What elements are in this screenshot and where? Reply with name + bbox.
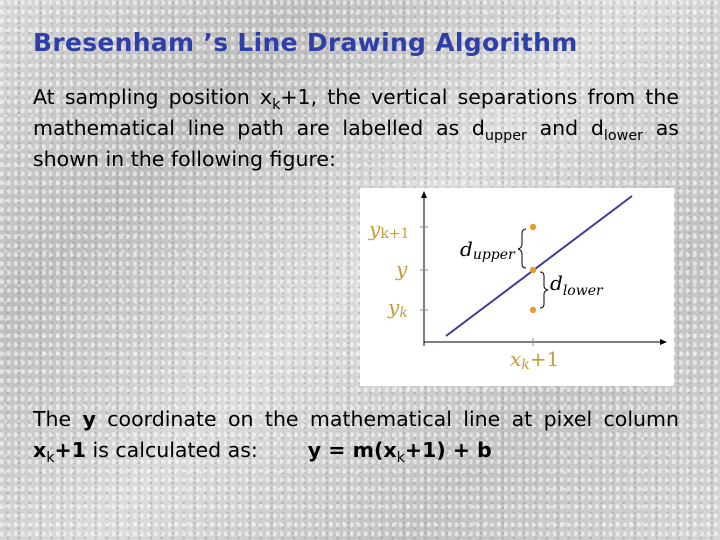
intro-text-1: At sampling position x (33, 85, 273, 109)
intro-text-4: as shown in the following figure: (33, 116, 679, 171)
formula-text-2: coordinate on the mathematical line at pixel column (95, 407, 679, 431)
equation-part-b: +1) + b (404, 438, 492, 462)
label-yk: yk (388, 295, 408, 321)
formula-text-3: is calculated as: (86, 438, 258, 462)
label-y: y (396, 257, 408, 281)
formula-sub-k: k (46, 450, 55, 467)
dlower-brace (540, 272, 548, 308)
formula-text-1: The (33, 407, 83, 431)
equation-part-a: y = m(x (307, 438, 397, 462)
bresenham-figure (360, 188, 674, 386)
intro-sub-lower: lower (603, 128, 644, 145)
label-ykp1: yk+1 (369, 217, 410, 242)
formula-bold-y: y (82, 407, 96, 431)
lower-pixel-point (530, 307, 536, 313)
intro-sub-k: k (272, 97, 281, 114)
figure-svg (360, 188, 674, 386)
label-xkp1: xk+1 (510, 347, 560, 373)
intro-text-3: and d (526, 116, 604, 140)
formula-paragraph (33, 404, 679, 466)
dupper-brace (518, 229, 526, 268)
label-dlower: $d_{lower}$ (550, 271, 603, 299)
line-intersection-point (530, 267, 536, 273)
formula-bold-plus1: +1 (54, 438, 86, 462)
equation-sub-k: k (396, 450, 405, 467)
formula-bold-x: x (33, 438, 47, 462)
intro-text-2: +1, the vertical separations from the mathematical line path are labelled as d (33, 85, 680, 140)
label-dupper: dupper (460, 237, 515, 263)
intro-sub-upper: upper (484, 128, 527, 145)
upper-pixel-point (530, 224, 536, 230)
intro-paragraph (33, 82, 679, 175)
slide-title: Bresenham ’s Line Drawing Algorithm (33, 28, 578, 57)
math-line (446, 196, 632, 336)
